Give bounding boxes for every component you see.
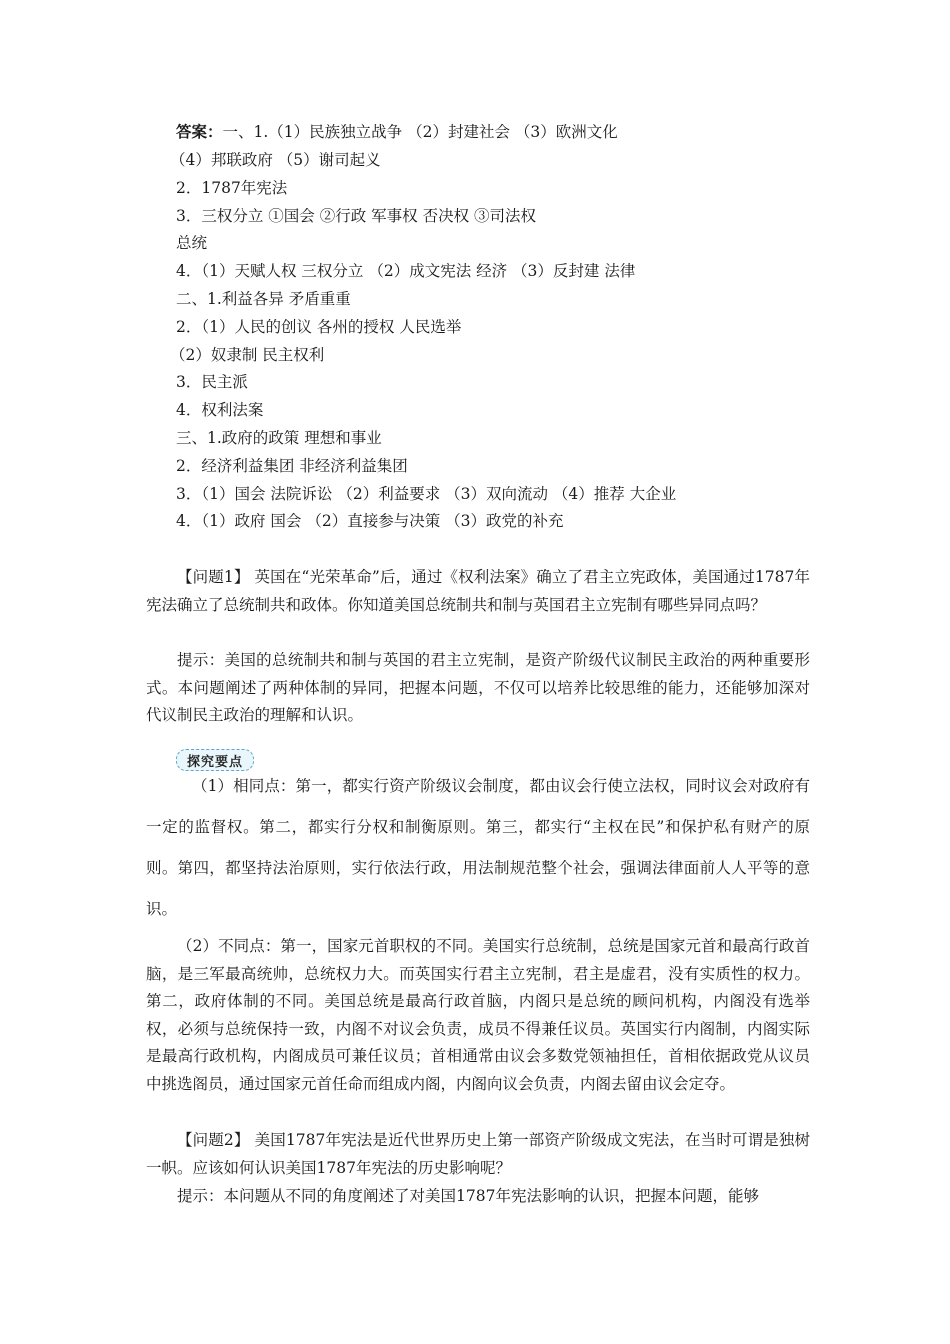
differences-paragraph: （2）不同点：第一，国家元首职权的不同。美国实行总统制，总统是国家元首和最高行政首脑，是三军最高统帅，总统权力大。而英国实行君主立宪制，君主是虚君，没有实质性的权力。第二，政府体制的不同。美国总统是最高行政首脑，内阁只是总统的顾问机构，内阁没有选举权，必须与总统保持一致，内阁不对议会负责，成员不得兼任议员。英国实行内阁制，内阁实际是最高行政机构，内阁成员可兼任议员；首相通常由议会多数党领袖担任，首相依据政党从议员中挑选阁员，通过国家元首任命而组成内阁，内阁向议会负责，内阁去留由议会定夺。 <box>146 937 810 1093</box>
answer-line-15: 4．（1）政府 国会 （2）直接参与决策 （3）政党的补充 <box>176 512 564 530</box>
answer-line-3: 2．1787年宪法 <box>176 179 288 197</box>
answer-label: 答案： <box>176 122 223 141</box>
answer-text: 一、1.（1）民族独立战争 （2）封建社会 （3）欧洲文化 <box>222 123 618 141</box>
similarities-paragraph: （1）相同点：第一，都实行资产阶级议会制度，都由议会行使立法权，同时议会对政府有一定的监督权。第二，都实行分权和制衡原则。第三，都实行“主权在民”和保护私有财产的原则。第四，都坚持法治原则，实行依法行政，用法制规范整个社会，强调法律面前人人平等的意识。 <box>146 777 810 918</box>
question-1: 【问题1】 英国在“光荣革命”后，通过《权利法案》确立了君主立宪政体，美国通过1787年宪法确立了总统制共和政体。你知道美国总统制共和制与英国君主立宪制有哪些异同点吗？ <box>146 568 810 614</box>
question-2: 【问题2】 美国1787年宪法是近代世界历史上第一部资产阶级成文宪法，在当时可谓是独树一帜。应该如何认识美国1787年宪法的历史影响呢？ <box>146 1131 810 1177</box>
answer-line-1 <box>176 122 618 142</box>
answer-line-11: 4．权利法案 <box>176 401 264 419</box>
answer-line-13: 2．经济利益集团 非经济利益集团 <box>176 457 408 475</box>
answer-line-6: 4．（1）天赋人权 三权分立 （2）成文宪法 经济 （3）反封建 法律 <box>176 262 636 280</box>
answer-line-5: 总统 <box>176 234 208 252</box>
answer-line-8: 2．（1）人民的创议 各州的授权 人民选举 <box>176 318 462 336</box>
answer-line-14: 3．（1）国会 法院诉讼 （2）利益要求 （3）双向流动 （4）推荐 大企业 <box>176 485 677 503</box>
answer-line-4: 3．三权分立 ①国会 ②行政 军事权 否决权 ③司法权 <box>176 207 536 225</box>
answer-line-10: 3．民主派 <box>176 373 248 391</box>
question-1-hint: 提示：美国的总统制共和制与英国的君主立宪制，是资产阶级代议制民主政治的两种重要形式。本问题阐述了两种体制的异同，把握本问题，不仅可以培养比较思维的能力，还能够加深对代议制民主政治的理解和认识。 <box>146 651 810 724</box>
answer-line-7: 二、1.利益各异 矛盾重重 <box>176 290 351 308</box>
answer-line-9: （2）奴隶制 民主权利 <box>170 346 325 364</box>
question-2-hint: 提示：本问题从不同的角度阐述了对美国1787年宪法影响的认识，把握本问题，能够 <box>177 1187 759 1205</box>
answer-line-2: （4）邦联政府 （5）谢司起义 <box>170 151 381 169</box>
explore-points-badge: 探究要点 <box>176 749 254 771</box>
answer-line-12: 三、1.政府的政策 理想和事业 <box>176 429 382 447</box>
